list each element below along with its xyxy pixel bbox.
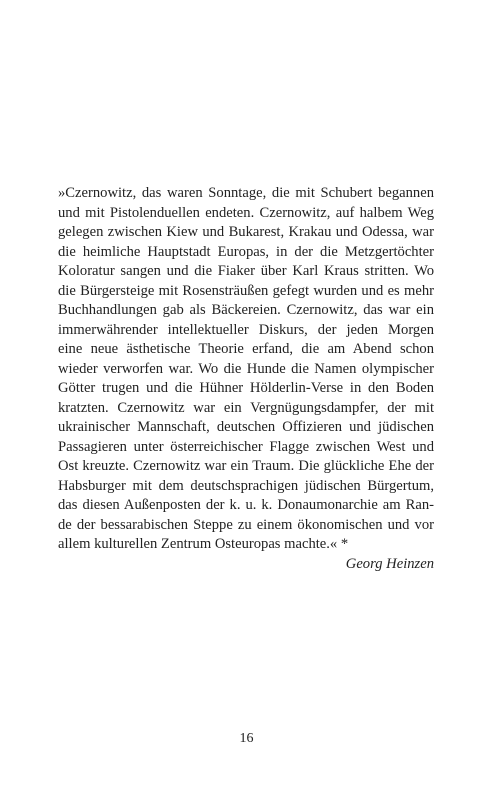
quote-line: immerwährender intellektueller Diskurs, der jeden Morgen [58, 321, 434, 338]
quote-line: Götter trugen und die Hühner Hölderlin-Verse in den Boden [58, 380, 434, 396]
quote-line: Passagieren unter österreichischer Flagge zwischen West und [58, 438, 434, 455]
quote-line: de der bessarabischen Steppe zu einem ökonomischen und vor [58, 516, 434, 533]
quote-line: »Czernowitz, das waren Sonntage, die mit Schubert begannen [58, 185, 434, 201]
quote-line: ukrainischer Mannschaft, deutschen Offizieren und jüdischen [58, 419, 434, 435]
quote-line: gelegen zwischen Kiew und Bukarest, Krakau und Odessa, war [58, 224, 434, 240]
quote-line: Habsburger mit dem deutschsprachigen jüdischen Bürgertum, [58, 477, 434, 494]
quote-line: kratzten. Czernowitz war ein Vergnügungsdampfer, der mit [58, 399, 434, 416]
quote-line: und mit Pistolenduellen endeten. Czernowitz, auf halbem Weg [58, 204, 434, 221]
quote-block [58, 184, 434, 574]
page-number: 16 [239, 731, 254, 746]
quote-line: das diesen Außenposten der k. u. k. Donaumonarchie am Ran- [58, 497, 434, 513]
quote-line: eine neue ästhetische Theorie erfand, die am Abend schon [58, 341, 434, 357]
quote-line: allem kulturellen Zentrum Osteuropas machte.« * [58, 536, 349, 552]
quote-line: Buchhandlungen gab als Bäckereien. Czernowitz, das war ein [58, 302, 434, 318]
quote-line: Ost kreuzte. Czernowitz war ein Traum. Die glückliche Ehe der [58, 458, 434, 474]
quote-line: Koloratur sangen und die Fiaker über Karl Kraus stritten. Wo [58, 263, 434, 279]
quote-line: die heimliche Hauptstadt Europas, in der die Metzgertöchter [58, 243, 434, 260]
quote-line: die Bürgersteige mit Rosensträußen gefegt wurden und es mehr [58, 282, 434, 299]
quote-author: Georg Heinzen [345, 555, 434, 572]
quote-line: wieder verworfen war. Wo die Hunde die Namen olympischer [58, 360, 434, 377]
